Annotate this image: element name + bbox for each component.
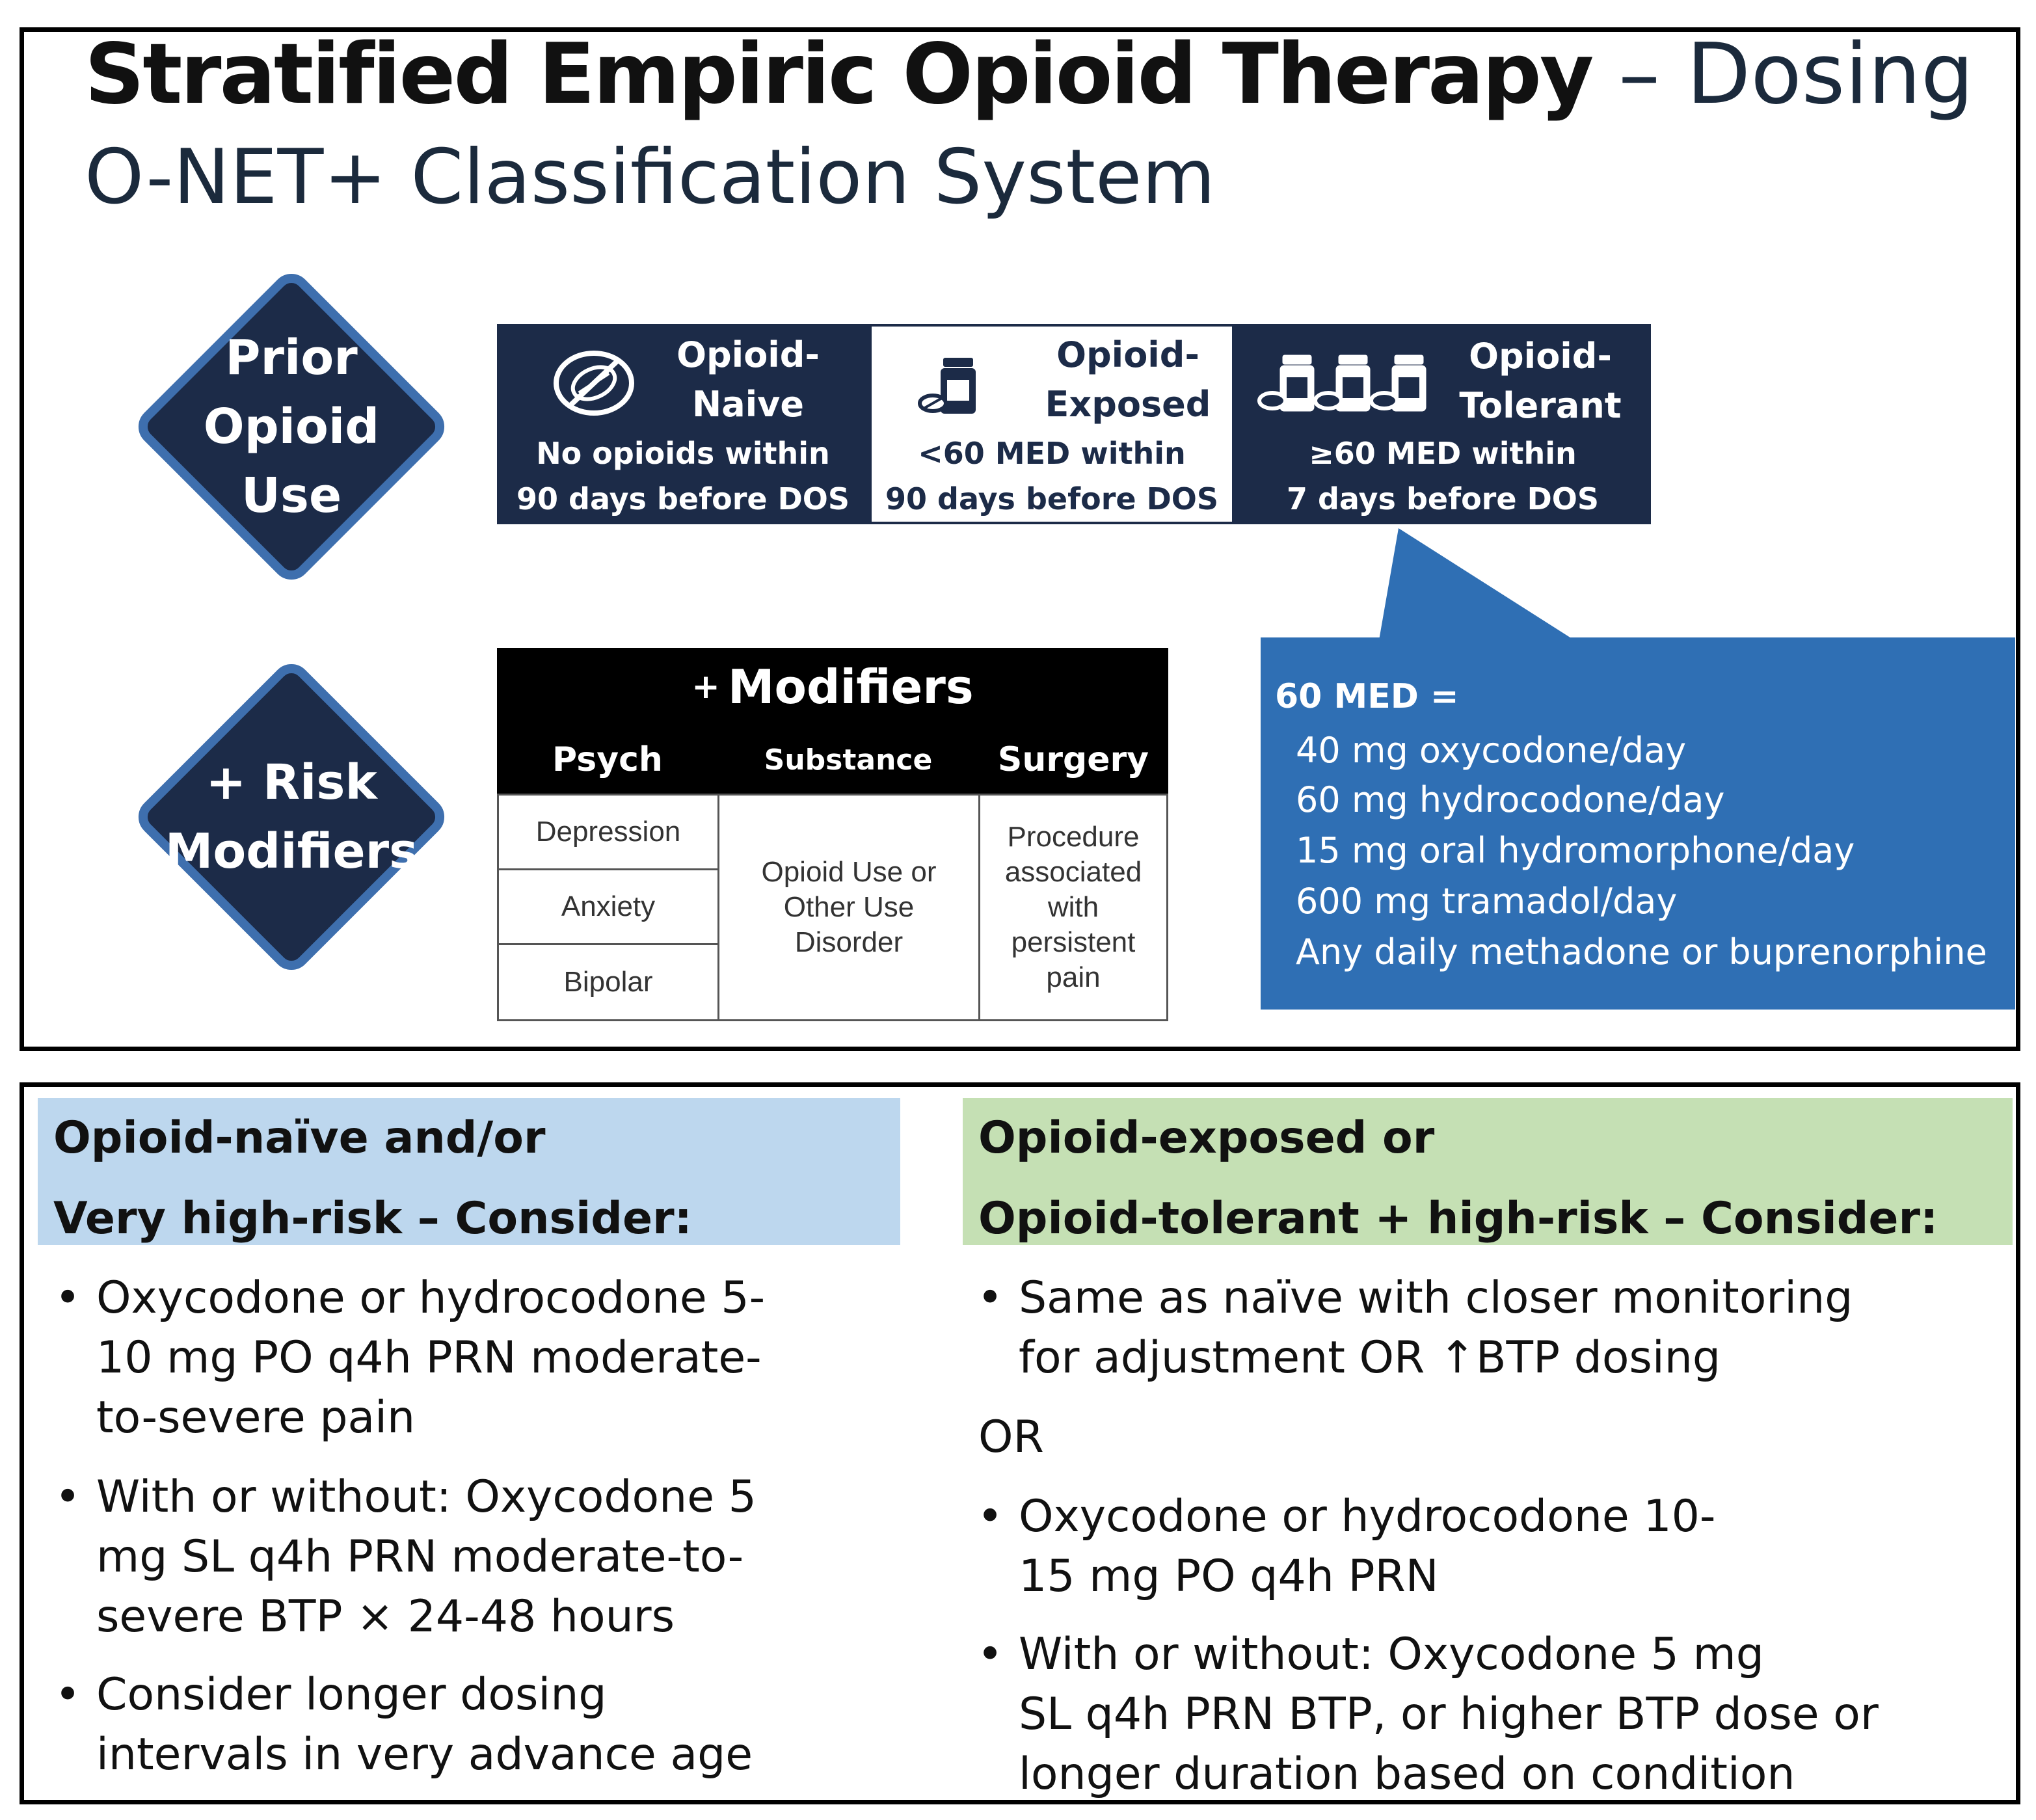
bullet-line: With or without: Oxycodone 5 mg (1019, 1629, 1764, 1680)
bullet-dot: • (55, 1471, 81, 1523)
surgery-line: Procedure (1007, 821, 1140, 853)
category-title (1443, 332, 1638, 431)
callout-line: 60 mg hydrocodone/day (1296, 779, 1725, 820)
surgery-cell (978, 794, 1168, 1021)
category-title-line: Tolerant (1459, 385, 1622, 426)
category-title (650, 330, 846, 429)
right-bullet-3 (977, 1625, 1879, 1804)
bullet-line: to-severe pain (96, 1392, 416, 1443)
surgery-line: persistent (1011, 926, 1136, 958)
bullet-line: Oxycodone or hydrocodone 10- (1019, 1491, 1716, 1542)
title-bold: Stratified Empiric Opioid Therapy (85, 26, 1592, 123)
diamond-line: Use (241, 468, 342, 524)
callout-line: 600 mg tramadol/day (1296, 881, 1678, 922)
psych-cell-depression: Depression (497, 794, 719, 870)
bullet-line: severe BTP × 24-48 hours (96, 1591, 675, 1642)
callout-line: 15 mg oral hydromorphone/day (1296, 830, 1855, 871)
psych-cell-bipolar: Bipolar (497, 943, 719, 1021)
no-pill-icon (552, 347, 636, 419)
category-title-line: Opioid- (1469, 336, 1612, 377)
bullet-line: for adjustment OR ↑BTP dosing (1019, 1332, 1721, 1384)
category-desc-line: ≥60 MED within (1309, 436, 1577, 471)
bullet-line: 15 mg PO q4h PRN (1019, 1551, 1439, 1602)
bullet-dot: • (55, 1272, 81, 1324)
category-opioid-naive (497, 324, 869, 524)
or-separator: OR (978, 1412, 1044, 1463)
callout-title: 60 MED = (1275, 677, 1459, 716)
category-title (1025, 330, 1231, 429)
page-title (85, 26, 1974, 124)
bullet-line: Consider longer dosing (96, 1669, 607, 1720)
substance-cell (717, 794, 980, 1021)
surgery-line: with (1047, 891, 1099, 923)
category-title-line: Exposed (1045, 384, 1211, 425)
modifiers-table (497, 648, 1168, 1021)
category-desc-line: 90 days before DOS (516, 481, 850, 516)
category-opioid-tolerant (1235, 324, 1651, 524)
left-header-line: Opioid-naïve and/or (53, 1112, 546, 1164)
column-header-psych: Psych (497, 726, 718, 794)
bullet-line: Same as naïve with closer monitoring (1019, 1272, 1853, 1324)
substance-line: Disorder (794, 926, 904, 958)
column-header-substance: Substance (718, 726, 978, 794)
psych-cell-anxiety: Anxiety (497, 868, 719, 945)
category-title-line: Opioid- (1056, 334, 1199, 375)
surgery-line: associated (1004, 856, 1142, 888)
category-description (497, 431, 869, 522)
left-bullet-3 (55, 1665, 753, 1785)
category-desc-line: <60 MED within (918, 436, 1186, 471)
category-desc-line: 90 days before DOS (885, 481, 1219, 516)
surgery-line: pain (1046, 961, 1101, 993)
callout-line: 40 mg oxycodone/day (1296, 730, 1687, 771)
subtitle: O-NET+ Classification System (85, 133, 1216, 221)
bullet-dot: • (55, 1669, 81, 1720)
bullet-line: intervals in very advance age (96, 1729, 753, 1780)
bullet-line: Oxycodone or hydrocodone 5- (96, 1272, 766, 1324)
modifiers-header-text: Modifiers (727, 660, 974, 714)
diamond-line: Opioid (203, 399, 380, 455)
category-title-line: Naive (692, 384, 804, 425)
diamond-label (109, 654, 474, 980)
category-description (1235, 431, 1651, 522)
bullet-dot: • (977, 1491, 1004, 1542)
bullet-dot: • (977, 1272, 1004, 1324)
right-box-header (963, 1098, 2013, 1245)
callout-pointer (1379, 528, 1613, 640)
right-bullet-1 (977, 1268, 1853, 1388)
bullet-line: 10 mg PO q4h PRN moderate- (96, 1332, 762, 1384)
three-pill-bottles-icon (1257, 351, 1439, 416)
right-header-line: Opioid-tolerant + high-risk – Consider: (978, 1193, 1938, 1244)
category-opioid-exposed (869, 324, 1235, 524)
right-bullet-2 (977, 1487, 1716, 1607)
left-bullet-1 (55, 1268, 766, 1448)
diamond-line: Modifiers (165, 823, 418, 879)
pill-bottle-icon (917, 354, 989, 419)
title-light: – Dosing (1592, 26, 1974, 123)
diamond-line: + Risk (206, 755, 377, 810)
diamond-label (109, 264, 474, 589)
right-header-line: Opioid-exposed or (978, 1112, 1435, 1164)
med-equivalence-callout (1261, 637, 2015, 1010)
bullet-line: With or without: Oxycodone 5 (96, 1471, 757, 1523)
bullet-dot: • (977, 1629, 1004, 1680)
risk-modifiers-diamond (109, 654, 474, 980)
substance-line: Opioid Use or (761, 856, 937, 888)
diamond-line: Prior (225, 330, 358, 386)
callout-line: Any daily methadone or buprenorphine (1296, 931, 1987, 972)
category-description (872, 431, 1232, 522)
column-header-surgery: Surgery (978, 726, 1168, 794)
category-title-line: Opioid- (676, 334, 820, 375)
left-bullet-2 (55, 1467, 757, 1647)
bullet-line: SL q4h PRN BTP, or higher BTP dose or (1019, 1689, 1879, 1740)
modifiers-plus: + (691, 667, 720, 706)
bullet-line: mg SL q4h PRN moderate-to- (96, 1531, 744, 1583)
category-desc-line: No opioids within (536, 436, 830, 471)
prior-opioid-use-diamond (109, 264, 474, 589)
bullet-line: longer duration based on condition (1019, 1748, 1795, 1800)
modifiers-header (497, 648, 1168, 726)
substance-line: Other Use (783, 891, 915, 923)
left-header-line: Very high-risk – Consider: (53, 1193, 692, 1244)
left-box-header (38, 1098, 900, 1245)
category-desc-line: 7 days before DOS (1286, 481, 1599, 516)
